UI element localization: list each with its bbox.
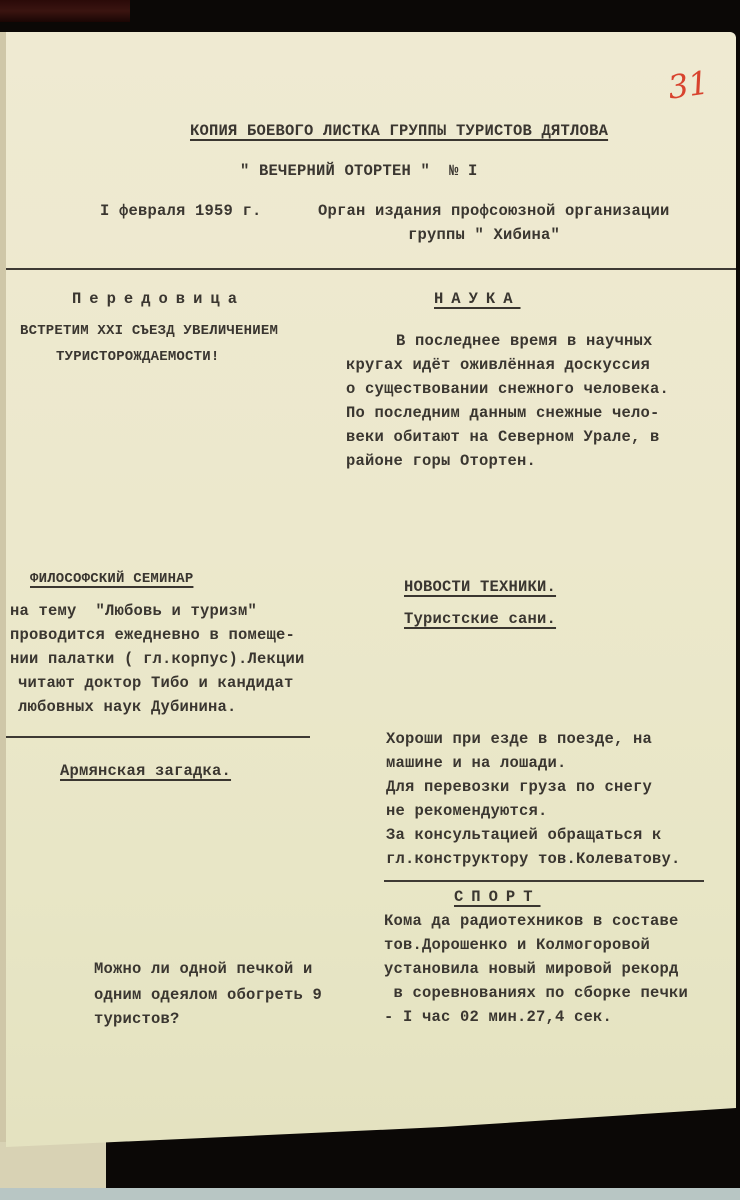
sport-line: - I час 02 мин.27,4 сек.: [384, 1008, 613, 1026]
left-divider: [6, 736, 310, 738]
tech-news-line: Для перевозки груза по снегу: [386, 778, 653, 796]
science-line: В последнее время в научных: [396, 332, 653, 350]
sport-divider: [384, 880, 704, 882]
sport-line: тов.Дорошенко и Колмогоровой: [384, 936, 651, 954]
riddle-heading: Армянская загадка.: [60, 762, 232, 780]
riddle-line: одним одеялом обогреть 9: [94, 986, 323, 1004]
tech-news-line: За консультацией обращаться к: [386, 826, 662, 844]
tech-news-line: машине и на лошади.: [386, 754, 567, 772]
sport-line: установила новый мировой рекорд: [384, 960, 679, 978]
tech-news-line: Хороши при езде в поезде, на: [386, 730, 653, 748]
underlying-page: [0, 1140, 106, 1190]
seminar-line: проводится ежедневно в помеще-: [10, 626, 296, 644]
tech-news-heading: НОВОСТИ ТЕХНИКИ.: [404, 578, 557, 596]
editorial-line: ТУРИСТОРОЖДАЕМОСТИ!: [56, 349, 220, 365]
seminar-line: на тему "Любовь и туризм": [10, 602, 258, 620]
seminar-line: читают доктор Тибо и кандидат: [18, 674, 294, 692]
publisher-line-1: Орган издания профсоюзной организации: [318, 202, 670, 220]
sport-line: Кома да радиотехников в составе: [384, 912, 679, 930]
tech-news-subheading: Туристские сани.: [404, 610, 557, 628]
folio-number: 31: [665, 63, 712, 107]
header-divider: [6, 268, 736, 270]
editorial-heading: Передовица: [72, 290, 246, 308]
sport-line: в соревнованиях по сборке печки: [384, 984, 689, 1002]
archive-label-strip: [0, 0, 130, 22]
document-title: КОПИЯ БОЕВОГО ЛИСТКА ГРУППЫ ТУРИСТОВ ДЯТЛОВА: [190, 122, 609, 140]
science-line: веки обитают на Северном Урале, в: [346, 428, 660, 446]
riddle-line: туристов?: [94, 1010, 180, 1028]
riddle-line: Можно ли одной печкой и: [94, 960, 313, 978]
tech-news-line: не рекомендуются.: [386, 802, 548, 820]
science-line: о существовании снежного человека.: [346, 380, 670, 398]
science-line: районе горы Отортен.: [346, 452, 537, 470]
science-heading: НАУКА: [434, 290, 521, 308]
issue-date: I февраля 1959 г.: [100, 202, 262, 220]
publisher-line-2: группы " Хибина": [408, 226, 561, 244]
seminar-line: нии палатки ( гл.корпус).Лекции: [10, 650, 305, 668]
newspaper-name: " ВЕЧЕРНИЙ ОТОРТЕН " № I: [240, 162, 478, 180]
scan-bottom-bar: [0, 1188, 740, 1200]
science-line: кругах идёт оживлённая доскуссия: [346, 356, 651, 374]
tech-news-line: гл.конструктору тов.Колеватову.: [386, 850, 681, 868]
seminar-heading: ФИЛОСОФСКИЙ СЕМИНАР: [30, 571, 194, 587]
seminar-line: любовных наук Дубинина.: [18, 698, 237, 716]
editorial-line: ВСТРЕТИМ XXI СЪЕЗД УВЕЛИЧЕНИЕМ: [20, 323, 279, 339]
sport-heading: СПОРТ: [454, 888, 541, 906]
science-line: По последним данным снежные чело-: [346, 404, 660, 422]
